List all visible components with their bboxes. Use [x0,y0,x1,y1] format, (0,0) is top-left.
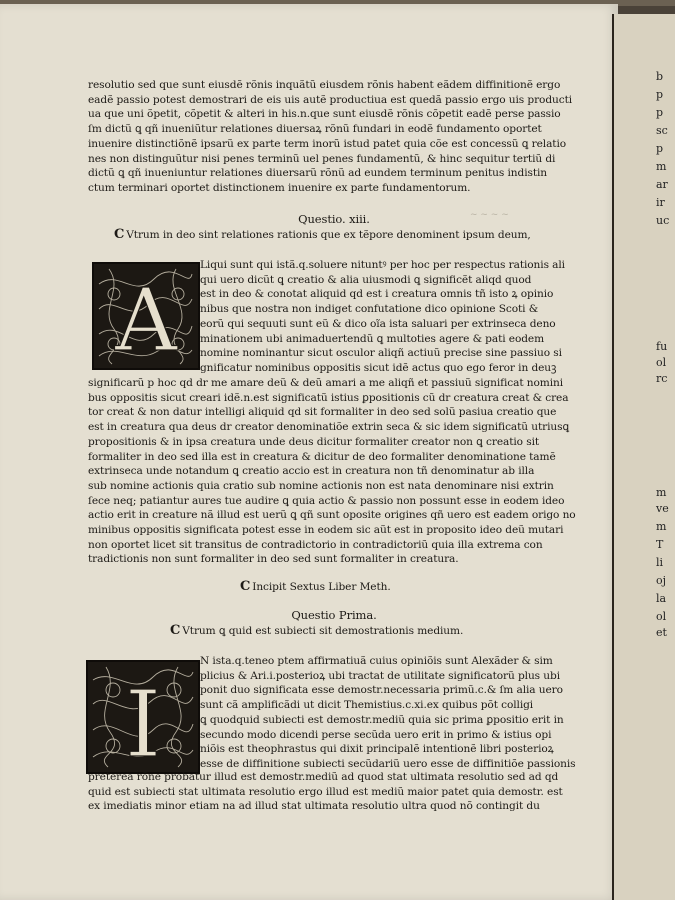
text-line: est in deo & conotat aliquid qd est i creatura omnis tñ isto ꝝ opinio [200,288,554,301]
text-line: tradictionis non sunt formaliter in deo sed sunt formaliter in creatura. [88,553,459,566]
text-line: quid est subiecti stat ultimata resolutio ergo illud est mediũ maior patet quia demostr. est [88,785,563,798]
facing-page-fragment: oj [656,574,667,587]
text-line: sunt cã amplificãdi ut dicit Themistius.c.xi.ex quibus põt colligi [200,699,534,712]
facing-page-edge [612,14,675,900]
question-13-heading [114,228,606,243]
facing-page-fragment: p [656,88,664,101]
facing-page-fragment: ol [656,610,667,623]
text-line: Liqui sunt qui istã.q.soluere nituntꝰ per hoc per respectus rationis ali [200,259,565,271]
question-prima-body [88,770,580,814]
text-line: eorũ qui sequuti sunt eũ & dico oĩa ista saluari per extrinseca deno [200,317,556,330]
capital-a-ornament [94,264,198,368]
capital-i-letter: I [124,671,162,772]
capital-a-letter: A [114,271,178,368]
facing-page-fragment: la [656,592,667,605]
question-prima-text: Vtrum ꝗ quid est subiecti sit demostrationis medium. [182,625,464,637]
text-line: ex imediatis minor etiam na ad illud stat ultimata resolutio ultra quod nõ contingit du [88,800,540,813]
question-prima-title [88,608,580,623]
facing-page-fragment: ol [656,356,667,369]
capital-i-ornament [88,662,198,772]
question-prima-heading [170,624,662,639]
text-line: formaliter in deo sed illa est in creatura & dicitur de deo formaliter denominatione tamẽ [88,450,556,463]
text-line: ſm dictũ ꝗ qñ inueniũtur relationes diuersaꝝ rõnũ fundari in eodẽ fundamento oportet [88,123,542,136]
text-line: nes non distinguũtur nisi penes terminũ uel penes fundamentũ, & hinc sequitur tertiũ di [88,152,556,165]
text-line: ua que uni õpetit, cõpetit & alteri in his.n.que sunt eiusdẽ rõnis cõpetit eadẽ perse passio [88,108,561,121]
facing-page-fragment: et [656,626,667,639]
question-13-body [88,376,580,567]
text-line: plicius & Ari.i.posterioꝝ ubi tractat de utilitate significatorũ plus ubi [200,669,560,682]
pilcrow-mark: C [114,228,125,242]
text-line: tor creat & non datur intelligi aliquid qd sit formaliter in deo sed solũ pasiua creatio que [88,406,557,419]
text-line: ſece neq; patiantur aures tue audire ꝗ quia actio & passio non possunt esse in eodem ideo [88,494,565,507]
text-line: sub nomine actionis quia cratio sub nomine actionis non est nata denominare nisi extrin [88,479,554,492]
facing-page-fragment: uc [656,214,670,227]
text-line: secundo modo dicendi perse secũda uero erit in primo & istius opi [200,728,552,741]
text-line: niõis est theophrastus qui dixit principalẽ intentionẽ libri posterioꝝ [200,743,554,756]
facing-page-fragment: ir [656,196,665,209]
text-line: non oportet licet sit transitus de contradictorio in contradictoriũ quia illa extrema con [88,538,543,551]
text-line: preterea rõne probatur illud est demostr.mediũ ad quod stat ultimata resolutio sed ad qd [88,771,559,783]
text-line: ponit duo significata esse demostr.necessaria primũ.c.& ſm alia uero [200,684,563,697]
facing-page-fragment: sc [656,124,668,137]
text-line: esse de diffinitione subiecti secũdariũ uero esse de diffinitiõe passionis [200,757,576,770]
pilcrow-mark: C [170,624,181,638]
book-six-heading [240,580,675,595]
decorated-capital-a [92,262,200,370]
facing-page-fragment: li [656,556,664,569]
text-line: dictũ ꝗ qñ inueniuntur relationes diuersarũ rõnũ ad eundem terminum penitus indistin [88,167,547,180]
text-line: ꝗ quodquid subiecti est demostr.mediũ quia sic prima ꝑpositio erit in [200,713,564,726]
text-line: nibus que nostra non indiget confutatione dico opinione Scoti & [200,303,539,316]
facing-page-fragment: ar [656,178,668,191]
facing-page-fragment: m [656,520,667,533]
facing-page-fragment: p [656,106,664,119]
facing-page-fragment: m [656,486,667,499]
text-line: bus oppositis sicut creari idẽ.n.est significatũ istius ꝑpositionis cũ dr creatura creat & crea [88,391,569,404]
facing-page-fragment: T [656,538,664,551]
text-line: propositionis & in ipsa creatura unde deus dicitur formaliter creator non ꝗ creatio sit [88,435,540,448]
question-13-number: Questio. xiii. [298,212,370,226]
question-13-text: Vtrum in deo sint relationes rationis que ex tẽpore denominent ipsum deum, [126,229,531,241]
bleed-through: ~ ~ ~ ~ [470,210,509,220]
text-line: actio erit in creature nã illud est uerũ ꝗ qñ sunt oposite origines qñ uero est eadem origo no [88,509,576,522]
facing-page-fragment: b [656,70,664,83]
facing-page-fragment: rc [656,372,668,385]
text-line: minationem ubi animaduertendũ ꝗ multoties agere & pati eodem [200,332,545,345]
facing-page-fragment: p [656,142,664,155]
text-line: minibus oppositis significata potest esse in eodem sic aũt est in proposito ideo deũ mutari [88,524,564,537]
book-six-title: Incipit Sextus Liber Meth. [252,581,391,593]
question-prima-opening-lines [200,654,578,772]
question-prima-label: Questio Prima. [291,608,377,622]
text-line: N ista.q.teneo ptem affirmatiuã cuius opiniõis sunt Alexãder & sim [200,655,553,667]
question-13-opening-lines [200,258,578,376]
text-line: extrinseca unde notandum ꝗ creatio accio est in creatura non tñ denominatur ab illa [88,465,535,478]
text-line: gnificatur nominibus oppositis sicut idẽ actus quo ego feror in deuꝫ [200,361,557,374]
text-line: significarũ p hoc qd dr me amare deũ & deũ amari a me aliqñ et passiuũ significat nomini [88,377,564,389]
pilcrow-mark: C [240,580,251,594]
text-block-opening [88,78,580,196]
text-line: ctum terminari oportet distinctionem inuenire ex parte fundamentorum. [88,181,471,194]
decorated-capital-i [86,660,200,774]
facing-page-fragment: m [656,160,667,173]
text-line: eadẽ passio potest demostrari de eis uis autẽ productiua est quedã passio ergo uis producti [88,93,573,106]
text-line: resolutio sed que sunt eiusdẽ rõnis inquãtũ eiusdem rõnis habent eãdem diffinitionẽ ergo [88,79,561,91]
text-line: nomine nominantur sicut osculor aliqñ actiuũ precise sine passiuo si [200,347,562,360]
text-line: inuenire distinctiõnẽ ipsarũ ex parte term inorũ istud patet quia cõe est concessũ ꝗ relatio [88,137,567,150]
facing-page-fragment: ve [656,502,669,515]
facing-page-fragment: fu [656,340,668,353]
text-line: qui uero dicũt ꝗ creatio & alia uiusmodi ꝗ significẽt aliqd quod [200,273,532,286]
text-line: est in creatura qua deus dr creator denominatiõe extrin seca & sic idem significatũ utriusꝗ [88,421,570,434]
